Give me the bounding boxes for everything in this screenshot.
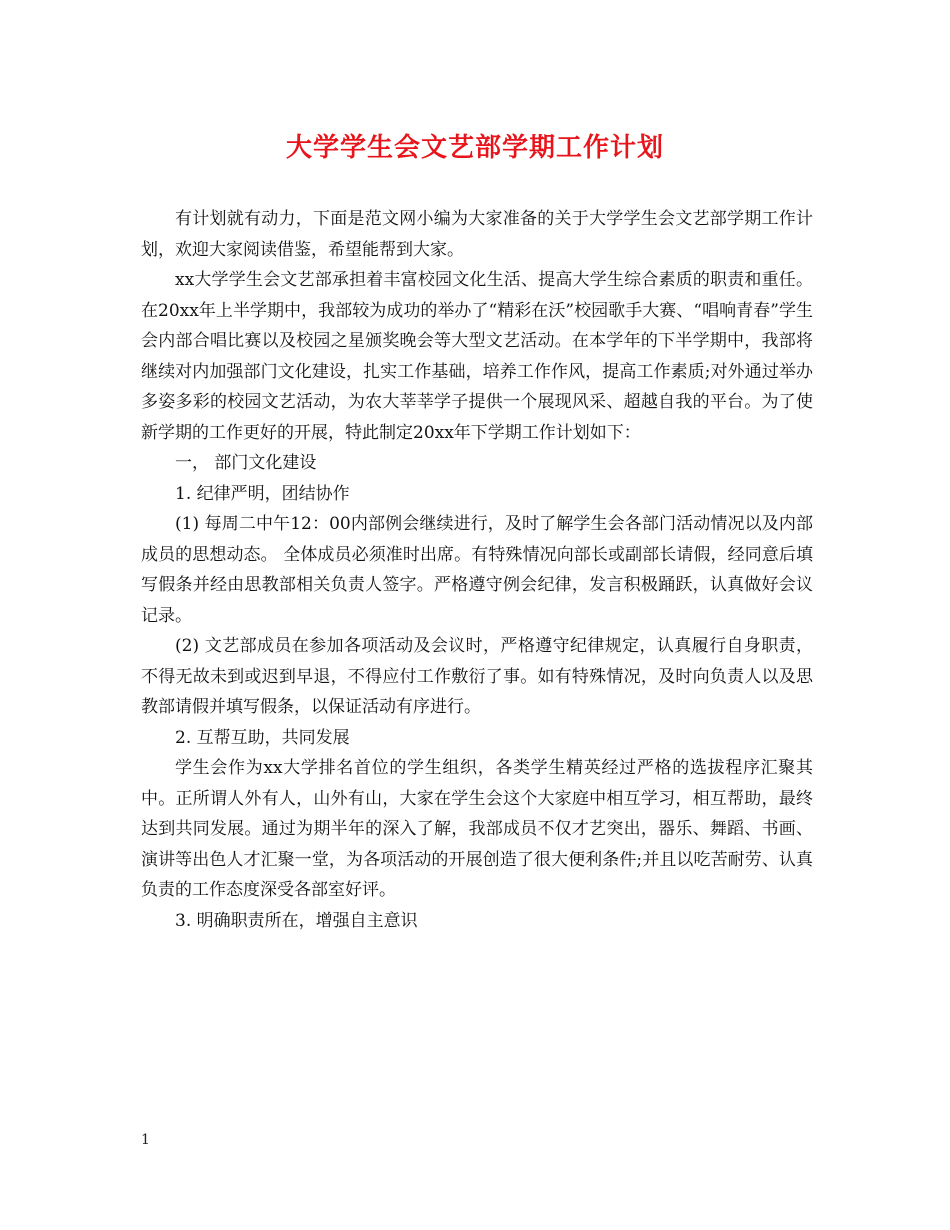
subsection-heading-1: 1. 纪律严明，团结协作 xyxy=(175,483,350,504)
overview-paragraph: xx大学学生会文艺部承担着丰富校园文化生活、提高大学生综合素质的职责和重任。在20xx年上半学期中，我部较为成功的举办了“精彩在沃”校园歌手大赛、“唱响青春”学生会内部合唱比赛以及校园之星颁奖晚会等大型文艺活动。在本学年的下半学期中，我部将继续对内加强部门文化建设，扎实工作基础，培养工作作风，提高工作素质;对外通过举办多姿多彩的校园文艺活动，为农大莘莘学子提供一个展现风采、超越自我的平台。为了使新学期的工作更好的开展，特此制定20xx年下学期工作计划如下： xyxy=(141,270,813,443)
cooperation-paragraph: 学生会作为xx大学排名首位的学生组织，各类学生精英经过严格的选拔程序汇聚其中。正所谓人外有人，山外有山，大家在学生会这个大家庭中相互学习，相互帮助，最终达到共同发展。通过为期半年的深入了解，我部成员不仅才艺突出，器乐、舞蹈、书画、演讲等出色人才汇聚一堂，为各项活动的开展创造了很大便利条件;并且以吃苦耐劳、认真负责的工作态度深受各部室好评。 xyxy=(141,758,813,900)
page-number: 1 xyxy=(141,1132,150,1148)
subsection-heading-3: 3. 明确职责所在，增强自主意识 xyxy=(175,910,418,931)
item-paragraph-1: (1) 每周二中午12：00内部例会继续进行，及时了解学生会各部门活动情况以及内部成员的思想动态。 全体成员必须准时出席。有特殊情况向部长或副部长请假，经同意后填写假条并经由思教部相关负责人签字。严格遵守例会纪律，发言积极踊跃，认真做好会议记录。 xyxy=(141,514,813,626)
subsection-heading-2: 2. 互帮互助，共同发展 xyxy=(175,727,350,748)
item-paragraph-2: (2) 文艺部成员在参加各项活动及会议时，严格遵守纪律规定，认真履行自身职责，不得无故未到或迟到早退，不得应付工作敷衍了事。如有特殊情况，及时向负责人以及思教部请假并填写假条，以保证活动有序进行。 xyxy=(141,636,813,717)
document-body xyxy=(141,204,813,936)
section-heading-1: 一， 部门文化建设 xyxy=(175,453,317,473)
intro-paragraph: 有计划就有动力，下面是范文网小编为大家准备的关于大学学生会文艺部学期工作计划，欢迎大家阅读借鉴，希望能帮到大家。 xyxy=(141,209,813,260)
document-title: 大学学生会文艺部学期工作计划 xyxy=(285,133,664,163)
